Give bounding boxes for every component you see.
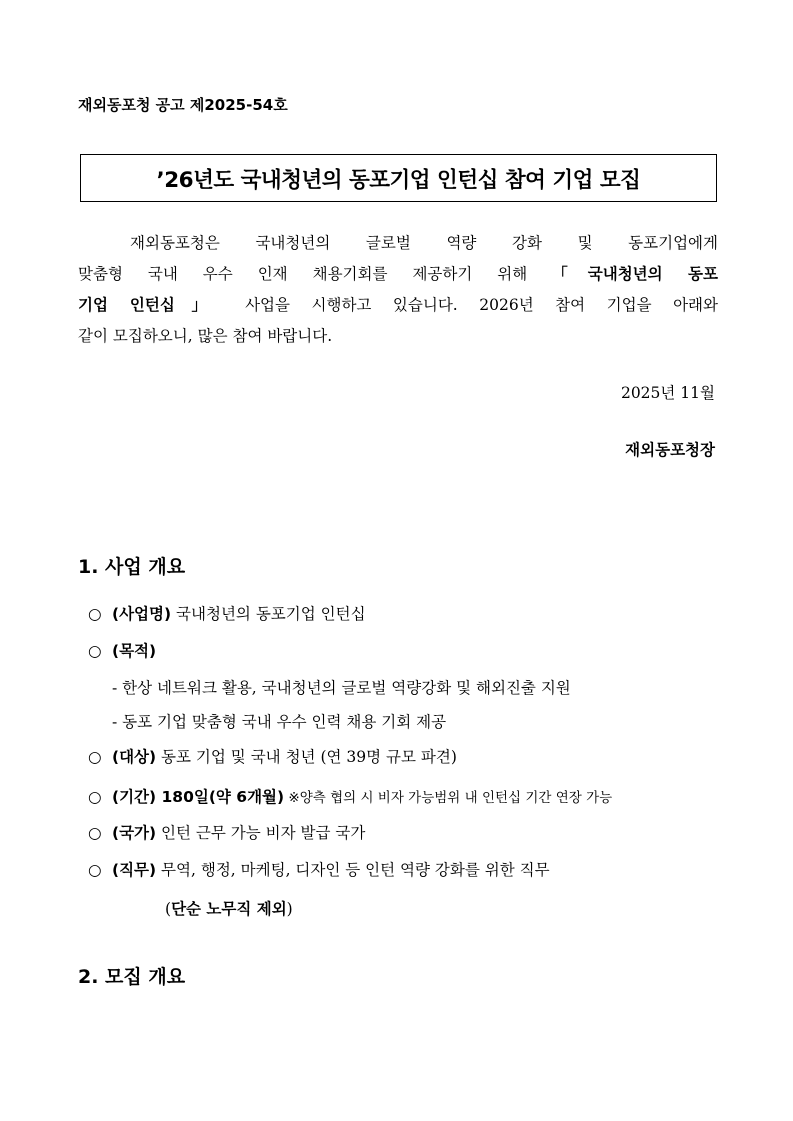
item-duty	[88, 858, 550, 880]
item-country	[88, 821, 365, 843]
item-tag: (직무)	[112, 861, 157, 879]
circle-bullet-icon: ○	[88, 605, 102, 623]
duty-exclusion	[165, 897, 293, 919]
signer: 재외동포청장	[625, 441, 715, 459]
item-target	[88, 745, 457, 767]
intro-line-2-bold: 「국내청년의 동포	[552, 265, 718, 283]
section-2-heading: 2. 모집 개요	[78, 966, 186, 988]
item-tag: (목적)	[112, 642, 157, 660]
purpose-sub-2: - 동포 기업 맞춤형 국내 우수 인력 채용 기회 제공	[112, 713, 447, 731]
item-text: 인턴 근무 가능 비자 발급 국가	[156, 824, 366, 842]
intro-line-3-bold: 기업 인턴십」	[78, 296, 224, 314]
item-note: ※양측 협의 시 비자 가능범위 내 인턴십 기간 연장 가능	[284, 790, 613, 806]
intro-line-3	[78, 290, 718, 321]
intro-line-1: 재외동포청은 국내청년의 글로벌 역량 강화 및 동포기업에게	[130, 234, 718, 252]
section-1-heading: 1. 사업 개요	[78, 556, 186, 578]
circle-bullet-icon: ○	[88, 861, 102, 879]
intro-paragraph	[78, 228, 718, 352]
item-tag: (기간) 180일(약 6개월)	[112, 788, 285, 806]
page-title-text: ’26년도 국내청년의 동포기업 인턴십 참여 기업 모집	[156, 167, 641, 193]
circle-bullet-icon: ○	[88, 788, 102, 806]
intro-line-2-plain: 맞춤형 국내 우수 인재 채용기회를 제공하기 위해	[78, 265, 553, 283]
item-purpose	[88, 639, 156, 661]
item-text: 무역, 행정, 마케팅, 디자인 등 인턴 역량 강화를 위한 직무	[156, 861, 550, 879]
purpose-sub-1: - 한상 네트워크 활용, 국내청년의 글로벌 역량강화 및 해외진출 지원	[112, 679, 571, 697]
circle-bullet-icon: ○	[88, 642, 102, 660]
item-period	[88, 785, 612, 807]
notice-number: 재외동포청 공고 제2025-54호	[78, 96, 288, 114]
page-title	[80, 154, 717, 202]
circle-bullet-icon: ○	[88, 824, 102, 842]
intro-line-2	[78, 259, 718, 290]
item-text: 동포 기업 및 국내 청년 (연 39명 규모 파견)	[156, 748, 457, 766]
intro-line-4: 같이 모집하오니, 많은 참여 바랍니다.	[78, 327, 333, 345]
paren-open: (	[165, 900, 172, 918]
item-tag: (대상)	[112, 748, 157, 766]
item-program-name	[88, 602, 366, 624]
duty-exclusion-text: 단순 노무직 제외	[171, 900, 287, 918]
paren-close: )	[286, 900, 293, 918]
intro-line-3-plain: 사업을 시행하고 있습니다. 2026년 참여 기업을 아래와	[223, 296, 719, 314]
item-tag: (사업명)	[112, 605, 172, 623]
circle-bullet-icon: ○	[88, 748, 102, 766]
item-tag: (국가)	[112, 824, 157, 842]
item-text: 국내청년의 동포기업 인턴십	[171, 605, 366, 623]
notice-date: 2025년 11월	[620, 384, 715, 402]
